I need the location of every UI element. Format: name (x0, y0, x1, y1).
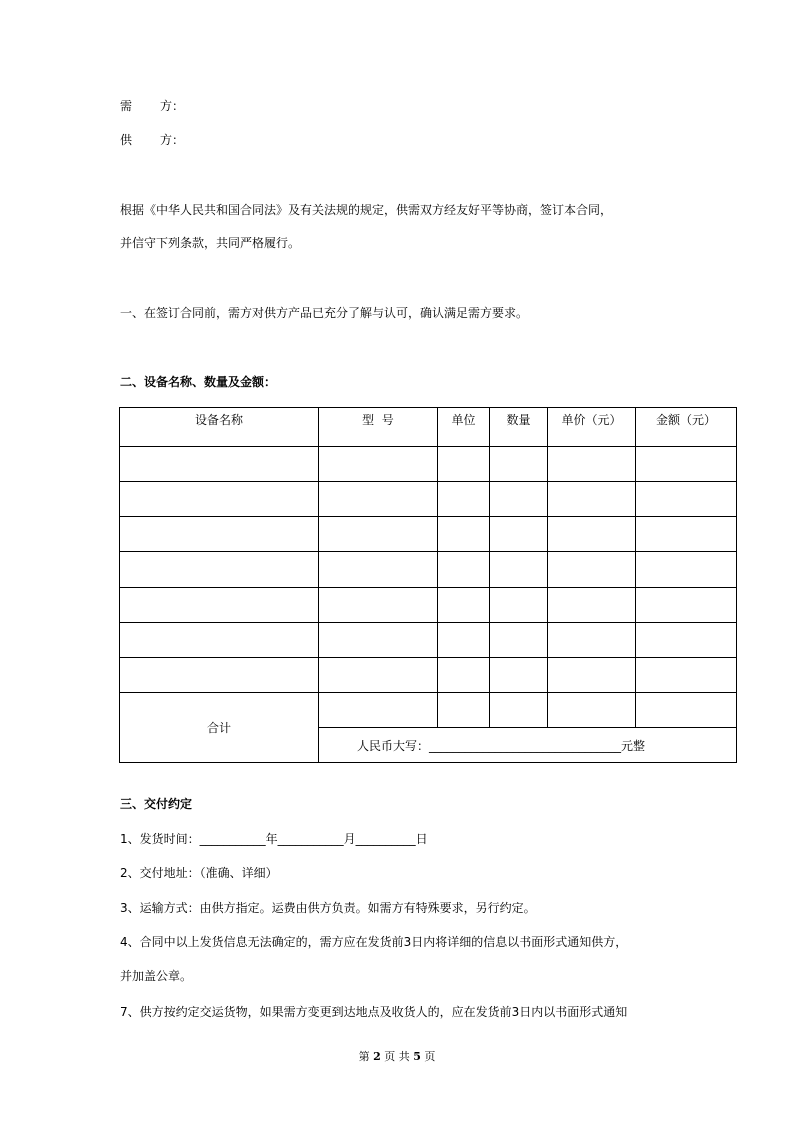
table-cell[interactable] (319, 623, 438, 658)
table-cell[interactable] (438, 517, 490, 552)
header-equipment-name: 设备名称 (120, 408, 319, 447)
table-cell[interactable] (120, 447, 319, 482)
table-cell[interactable] (120, 482, 319, 517)
table-cell[interactable] (636, 447, 737, 482)
buyer-label-char: 需 (120, 99, 133, 113)
table-cell[interactable] (438, 588, 490, 623)
seller-party-line (120, 132, 184, 148)
delivery-time-line (120, 831, 428, 847)
table-cell[interactable] (548, 658, 636, 693)
table-cell[interactable] (636, 552, 737, 588)
table-cell[interactable] (120, 658, 319, 693)
header-unit: 单位 (438, 408, 490, 447)
table-row (120, 588, 737, 623)
total-cell[interactable] (548, 693, 636, 728)
section-3-title: 三、交付约定 (120, 797, 193, 811)
header-amount: 金额（元） (636, 408, 737, 447)
table-cell[interactable] (438, 658, 490, 693)
table-row (120, 658, 737, 693)
table-cell[interactable] (490, 517, 548, 552)
day-blank[interactable]: __________ (355, 832, 416, 846)
table-row (120, 623, 737, 658)
footer-total-pages: 5 (413, 1050, 421, 1063)
total-cell[interactable] (438, 693, 490, 728)
table-cell[interactable] (319, 517, 438, 552)
seller-label-char: 供 (120, 133, 133, 147)
year-blank[interactable]: ___________ (199, 832, 266, 846)
table-cell[interactable] (636, 623, 737, 658)
intro-line-2: 并信守下列条款，共同严格履行。 (120, 236, 301, 250)
table-cell[interactable] (120, 623, 319, 658)
month-blank[interactable]: ___________ (277, 832, 344, 846)
table-cell[interactable] (490, 588, 548, 623)
header-quantity: 数量 (490, 408, 548, 447)
table-row (120, 517, 737, 552)
header-model: 型 号 (319, 408, 438, 447)
total-cell[interactable] (319, 693, 438, 728)
clause-2-title: 二、设备名称、数量及金额： (120, 375, 277, 389)
table-cell[interactable] (548, 447, 636, 482)
page-footer (0, 1048, 794, 1064)
day-label: 日 (415, 832, 428, 846)
table-cell[interactable] (120, 588, 319, 623)
delivery-info-line-1: 4、合同中以上发货信息无法确定的，需方应在发货前3日内将详细的信息以书面形式通知供方， (120, 935, 628, 949)
total-row (120, 693, 737, 728)
table-cell[interactable] (120, 517, 319, 552)
table-cell[interactable] (636, 482, 737, 517)
footer-prefix: 第 (358, 1050, 370, 1063)
table-cell[interactable] (319, 447, 438, 482)
footer-middle: 页 共 (384, 1050, 410, 1063)
table-cell[interactable] (636, 658, 737, 693)
delivery-change-line: 7、供方按约定交运货物，如果需方变更到达地点及收货人的，应在发货前3日内以书面形式通知 (120, 1005, 628, 1019)
delivery-info-line-2: 并加盖公章。 (120, 969, 193, 983)
table-row (120, 482, 737, 517)
transport-method-line: 3、运输方式：由供方指定。运费由供方负责。如需方有特殊要求，另行约定。 (120, 901, 536, 915)
table-cell[interactable] (636, 588, 737, 623)
table-cell[interactable] (490, 447, 548, 482)
buyer-party-line (120, 98, 184, 114)
rmb-label: 人民币大写： (357, 738, 430, 753)
footer-page-number: 2 (373, 1050, 381, 1063)
table-row (120, 552, 737, 588)
clause-1: 一、在签订合同前，需方对供方产品已充分了解与认可，确认满足需方要求。 (120, 306, 529, 320)
table-cell[interactable] (438, 552, 490, 588)
table-cell[interactable] (438, 623, 490, 658)
total-cell[interactable] (490, 693, 548, 728)
rmb-suffix: 元整 (621, 738, 646, 753)
table-cell[interactable] (438, 447, 490, 482)
delivery-time-label: 1、发货时间： (120, 832, 200, 846)
rmb-amount-cell[interactable] (319, 728, 737, 763)
table-cell[interactable] (490, 623, 548, 658)
month-label: 月 (343, 832, 356, 846)
buyer-label-suffix: 方： (160, 99, 185, 113)
equipment-table (119, 407, 737, 763)
table-cell[interactable] (548, 623, 636, 658)
total-cell[interactable] (636, 693, 737, 728)
header-unit-price: 单价（元） (548, 408, 636, 447)
delivery-address-line: 2、交付地址：（准确、详细） (120, 866, 278, 880)
table-cell[interactable] (319, 482, 438, 517)
table-cell[interactable] (636, 517, 737, 552)
table-cell[interactable] (490, 658, 548, 693)
table-cell[interactable] (490, 482, 548, 517)
table-cell[interactable] (548, 552, 636, 588)
table-cell[interactable] (319, 658, 438, 693)
table-cell[interactable] (548, 482, 636, 517)
table-cell[interactable] (548, 517, 636, 552)
table-cell[interactable] (120, 552, 319, 588)
table-row (120, 447, 737, 482)
table-cell[interactable] (319, 588, 438, 623)
table-cell[interactable] (438, 482, 490, 517)
table-cell[interactable] (548, 588, 636, 623)
intro-line-1: 根据《中华人民共和国合同法》及有关法规的规定，供需双方经友好平等协商，签订本合同， (120, 203, 613, 217)
seller-label-suffix: 方： (160, 133, 185, 147)
footer-suffix: 页 (424, 1050, 436, 1063)
rmb-blank[interactable]: ________________________________ (429, 738, 622, 753)
table-cell[interactable] (319, 552, 438, 588)
table-cell[interactable] (490, 552, 548, 588)
year-label: 年 (265, 832, 278, 846)
total-label: 合计 (120, 693, 319, 763)
table-header-row (120, 408, 737, 447)
